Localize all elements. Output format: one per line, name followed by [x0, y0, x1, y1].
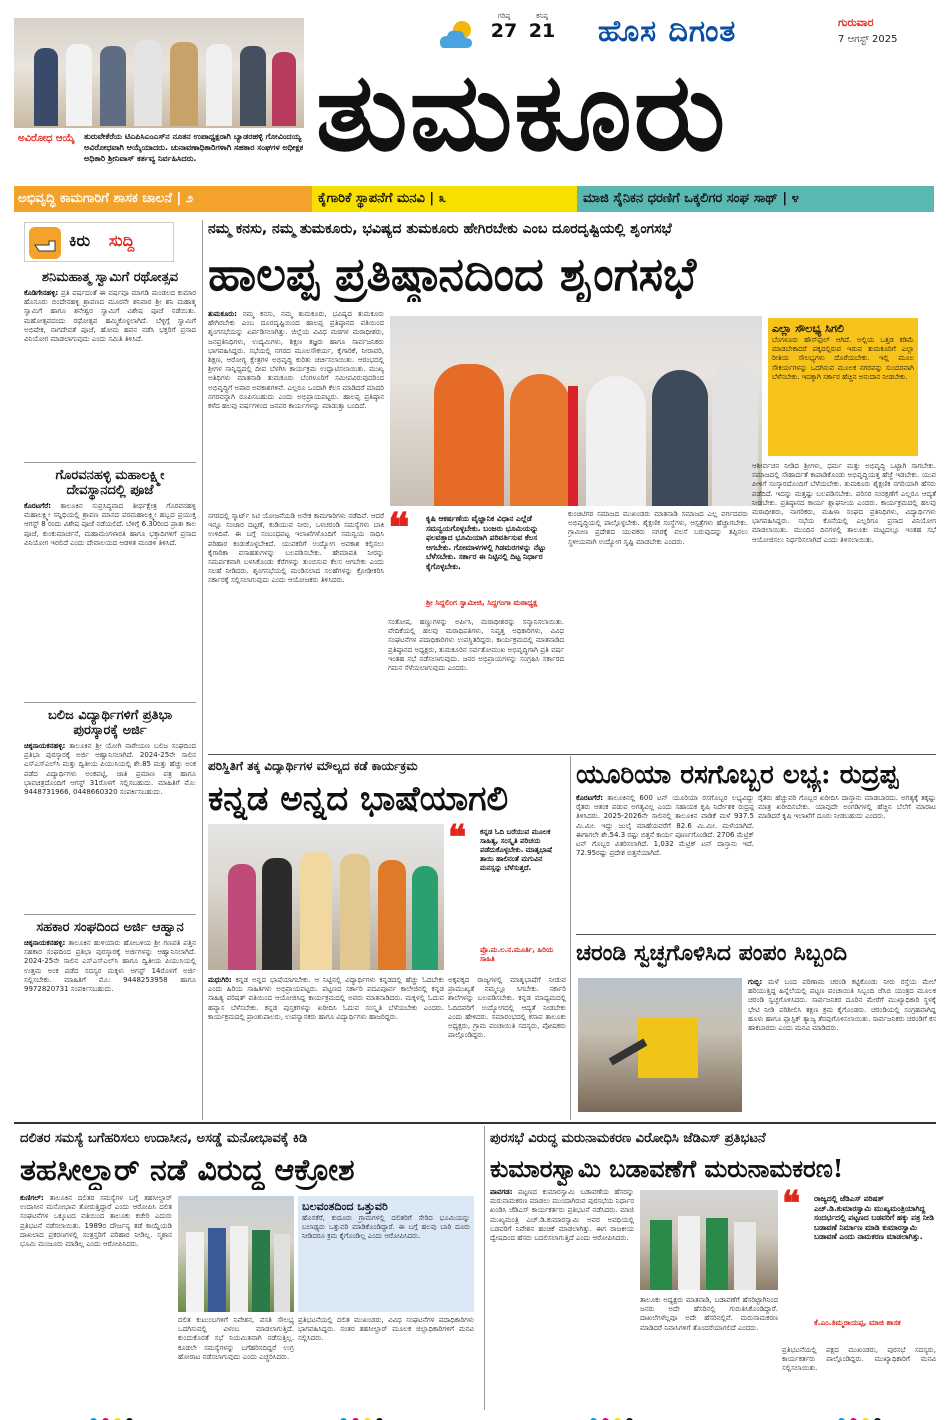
tahsildar-body-2: ದಲಿತ ಕುಟುಂಬಗಳಿಗೆ ನಿವೇಶನ, ವಸತಿ ಸೌಲಭ್ಯ ಒದಗಿಸುವಲ್ಲಿ ವಿಳಂಬ ಮಾಡಲಾಗುತ್ತಿದೆ. ಕುಂದುಕೊರತೆ ಸಭೆ ನಿಯಮಿತವಾಗಿ ನಡೆಸುತ್ತಿಲ್ಲ. ಕೂಡಲೇ ಸಮಸ್ಯೆಗಳನ್ನು ಬಗೆಹರಿಸದಿದ್ದರೆ ಉಗ್ರ ಹೋರಾಟ ನಡೆಸಲಾಗುವುದು ಎಂದು ಎಚ್ಚರಿಸಿದರು. [178, 1316, 294, 1361]
quote-icon-3: ❝ [782, 1184, 801, 1224]
ticker-item-3[interactable]: ಮಾಜಿ ಸೈನಿಕನ ಧರಣಿಗೆ ಒಕ್ಕಲಿಗರ ಸಂಘ ಸಾಥ್ | ೪ [577, 186, 934, 212]
lead-side-box [768, 318, 918, 456]
tahsildar-body: ಕುಣಿಗಲ್: ತಾಲೂಕಿನ ದಲಿತರ ಸಮಸ್ಯೆಗಳ ಬಗ್ಗೆ ತಹಸೀಲ್ದಾರ್ ಉದಾಸೀನ ಮನೋಭಾವ ತೋರುತ್ತಿದ್ದಾರೆ ಎಂದು ಆರೋಪಿಸಿ ದಲಿತ ಸಂಘಟನೆಗಳ ಒಕ್ಕೂಟದ ವತಿಯಿಂದ ತಾಲೂಕು ಕಚೇರಿ ಎದುರು ಪ್ರತಿಭಟನೆ ನಡೆಸಲಾಯಿತು. 1989ರ ದೌರ್ಜನ್ಯ ತಡೆ ಕಾಯ್ದೆಯಡಿ ದಾಖಲಾದ ಪ್ರಕರಣಗಳಲ್ಲಿ ಸಂತ್ರಸ್ತರಿಗೆ ಪರಿಹಾರ ನೀಡಿಲ್ಲ. ಸ್ಮಶಾನ ಭೂಮಿ ಮಂಜೂರು ಮಾಡಿಲ್ಲ ಎಂದು ಆರೋಪಿಸಿದರು. [20, 1194, 172, 1249]
tahsildar-box [298, 1196, 474, 1312]
top-brief-photo [14, 18, 304, 128]
kumaraswamy-body: ಪಾವಗಡ: ಪಟ್ಟಣದ ಕುಮಾರಸ್ವಾಮಿ ಬಡಾವಣೆಯ ಹೆಸರನ್ನು ಮರುನಾಮಕರಣ ಮಾಡಲು ಮುಂದಾಗಿರುವ ಪುರಸಭೆಯ ನಿರ್ಧಾರ ಖಂಡಿಸಿ ಜೆಡಿಎಸ್ ಕಾರ್ಯಕರ್ತರು ಪ್ರತಿಭಟನೆ ನಡೆಸಿದರು. ಮಾಜಿ ಮುಖ್ಯಮಂತ್ರಿ ಎಚ್.ಡಿ.ಕುಮಾರಸ್ವಾಮಿ ಅವರ ಅವಧಿಯಲ್ಲಿ ಬಡವರಿಗೆ ನಿವೇಶನ ಹಂಚಿಕೆ ಮಾಡಲಾಗಿತ್ತು. ಈಗ ರಾಜಕೀಯ ದ್ವೇಷದಿಂದ ಹೆಸರು ಬದಲಿಸಲಾಗುತ್ತಿದೆ ಎಂದು ಆರೋಪಿಸಿದರು. [490, 1188, 634, 1243]
edition-title: ತುಮಕೂರು [316, 52, 728, 175]
kirusuddi-logo [24, 222, 174, 262]
lead-col-1b: ನಗರದಲ್ಲಿ ಸ್ಮಾರ್ಟ್ ಸಿಟಿ ಯೋಜನೆಯಡಿ ಅನೇಕ ಕಾಮಗಾರಿಗಳು ನಡೆದಿವೆ. ಆದರೆ ಇನ್ನೂ ಸಂಚಾರ ದಟ್ಟಣೆ, ಕುಡಿಯುವ ನೀರು, ಒಳಚರಂಡಿ ಸಮಸ್ಯೆಗಳು ಬಾಕಿ ಉಳಿದಿವೆ. ಈ ಬಗ್ಗೆ ಸಂಬಂಧಪಟ್ಟ ಇಲಾಖೆಗಳೊಂದಿಗೆ ಸಮನ್ವಯ ಸಾಧಿಸಿ ಪರಿಹಾರ ಕಂಡುಕೊಳ್ಳಬೇಕಿದೆ. ಯುವಕರಿಗೆ ಉದ್ಯೋಗ ಅವಕಾಶ ಕಲ್ಪಿಸಲು ಕೈಗಾರಿಕಾ ವಸಾಹತುಗಳನ್ನು ಬಲಪಡಿಸಬೇಕು. ಹೇಮಾವತಿ ನೀರನ್ನು ಸಮರ್ಪಕವಾಗಿ ಬಳಸಿಕೊಂಡು ಕೆರೆಗಳನ್ನು ತುಂಬಿಸುವ ಕೆಲಸ ಆಗಬೇಕು ಎಂದು ಸಲಹೆ ನೀಡಿದರು. ಶೃಂಗಸಭೆಯಲ್ಲಿ ಮಂಡಿಸಲಾದ ಸಲಹೆಗಳನ್ನು ಕ್ರೋಢೀಕರಿಸಿ ಸರ್ಕಾರಕ್ಕೆ ಸಲ್ಲಿಸಲಾಗುವುದು ಎಂದು ಆಯೋಜಕರು ತಿಳಿಸಿದರು. [208, 512, 384, 585]
lead-col-4: ಆಶೀರ್ವಚನ ನೀಡಿದ ಶ್ರೀಗಳು, ಧರ್ಮ ಮತ್ತು ಅಭಿವೃದ್ಧಿ ಒಟ್ಟಾಗಿ ಸಾಗಬೇಕು. ಸಮಾಜದಲ್ಲಿ ಸೌಹಾರ್ದತೆ ಕಾಪಾಡಿಕೊಂಡು ಅಭಿವೃದ್ಧಿಯತ್ತ ಹೆಜ್ಜೆ ಇಡಬೇಕು. ಯುವ ಪೀಳಿಗೆ ಸಂಸ್ಕಾರದೊಂದಿಗೆ ಬೆಳೆಯಬೇಕು. ತುಮಕೂರು ಶೈಕ್ಷಣಿಕ ನಗರಿಯಾಗಿ ಹೆಸರು ಪಡೆದಿದೆ. ಇದನ್ನು ಮತ್ತಷ್ಟು ಬಲಪಡಿಸಬೇಕು. ಪರಿಸರ ಸಂರಕ್ಷಣೆಗೆ ಎಲ್ಲರೂ ಆದ್ಯತೆ ನೀಡಬೇಕು. ಪ್ರತಿಷ್ಠಾನದ ಕಾರ್ಯ ಶ್ಲಾಘನೀಯ ಎಂದರು. ಕಾರ್ಯಕ್ರಮದಲ್ಲಿ ಹಲವು ಮಠಾಧೀಶರು, ನಾಗರಿಕರು, ಮಹಿಳಾ ಸಂಘದ ಪ್ರತಿನಿಧಿಗಳು, ವಿದ್ಯಾರ್ಥಿಗಳು ಭಾಗವಹಿಸಿದ್ದರು. ಸಭೆಯ ಕೊನೆಯಲ್ಲಿ ಎಲ್ಲರಿಗೂ ಪ್ರಸಾದ ವಿನಿಯೋಗ ಮಾಡಲಾಯಿತು. ಮುಂದಿನ ದಿನಗಳಲ್ಲಿ ತಾಲೂಕು ಮಟ್ಟದಲ್ಲೂ ಇಂತಹ ಸಭೆ ಆಯೋಜಿಸಲು ನಿರ್ಧರಿಸಲಾಗಿದೆ ಎಂದು ತಿಳಿಸಲಾಯಿತು. [752, 462, 936, 544]
kiru-item-2-title: ಗೊರವನಹಳ್ಳಿ ಮಹಾಲಕ್ಷ್ಮೀ ದೇವಸ್ಥಾನದಲ್ಲಿ ಪೂಜೆ [55, 468, 165, 498]
weather-min-label: ಕನಿಷ್ಠ [536, 12, 548, 20]
ticker-item-2[interactable]: ಕೈಗಾರಿಕೆ ಸ್ಥಾಪನೆಗೆ ಮನವಿ | ೩ [312, 186, 577, 212]
lead-side-title: ಎಲ್ಲಾ ಸೌಲಭ್ಯ ಸಿಗಲಿ [772, 322, 844, 335]
kannada-kicker: ಪರಿಸ್ಥಿತಿಗೆ ತಕ್ಕ ವಿದ್ಯಾರ್ಥಿಗಳ ಮೌಲ್ಯದ ಕಡೆ ಕಾರ್ಯಕ್ರಮ [208, 759, 418, 773]
kiru-item-4-body: ತಾಲೂಕಿನ ಹುಳಿಯಾರು ಹೋಬಳಿಯ ಶ್ರೀ ಗಣಪತಿ ಪತ್ತಿನ ಸಹಕಾರ ಸಂಘದಿಂದ ಪ್ರತಿಭಾ ಪುರಸ್ಕಾರಕ್ಕೆ ಅರ್ಜಿಗಳನ್ನು ಆಹ್ವಾನಿಸಲಾಗಿದೆ. 2024-25ನೇ ಸಾಲಿನ ಎಸ್‌ಎಸ್‌ಎಲ್‌ಸಿ ಹಾಗೂ ದ್ವಿತೀಯ ಪಿಯುಸಿಯಲ್ಲಿ ಉತ್ತಮ ಅಂಕ ಪಡೆದ ಸದಸ್ಯರ ಮಕ್ಕಳು ಆಗಸ್ಟ್ 14ರೊಳಗೆ ಅರ್ಜಿ ಸಲ್ಲಿಸಬೇಕು. ಮಾಹಿತಿಗೆ ಮೊ: 9448253958 ಹಾಗೂ 9972820731 ಸಂಪರ್ಕಿಸಬಹುದು. [24, 939, 196, 994]
kiru-item-3 [24, 708, 196, 902]
lead-side-body: ಬೆಂಗಳೂರು ಹೌಸ್‌ಫುಲ್ ಆಗಿದೆ. ಅಲ್ಲಿಯ ಒತ್ತಡ ಕಡಿಮೆ ಮಾಡಬೇಕಾದರೆ ಪಕ್ಕದಲ್ಲಿರುವ ಇರುವ ತುಮಕೂರಿಗೆ ಎಲ್ಲಾ ರೀತಿಯ ಸೌಲಭ್ಯಗಳು ದೊರೆಯಬೇಕು. ಇಲ್ಲಿ ಮೂಲ ಸೌಕರ್ಯಗಳನ್ನು ಒದಗಿಸುವ ಮೂಲಕ ನಗರವನ್ನು ಸುಂದರವಾಗಿ ಬೆಳೆಸಬೇಕು. ಇದಕ್ಕಾಗಿ ಸರ್ಕಾರ ಹೆಚ್ಚಿನ ಅನುದಾನ ನೀಡಬೇಕು. [772, 336, 914, 381]
lead-col-1: ತುಮಕೂರು: ನಮ್ಮ ಕನಸು, ನಮ್ಮ ತುಮಕೂರು, ಭವಿಷ್ಯದ ತುಮಕೂರು ಹೇಗಿರಬೇಕು ಎಂಬ ದೂರದೃಷ್ಟಿಯಿಂದ ಹಾಲಪ್ಪ ಪ್ರತಿಷ್ಠಾನದ ವತಿಯಿಂದ ಶೃಂಗಸಭೆಯನ್ನು ಏರ್ಪಡಿಸಲಾಗಿತ್ತು. ಜಿಲ್ಲೆಯ ವಿವಿಧ ಮಠಗಳ ಮಠಾಧೀಶರು, ಜನಪ್ರತಿನಿಧಿಗಳು, ಉದ್ಯಮಿಗಳು, ಶಿಕ್ಷಣ ತಜ್ಞರು ಹಾಗೂ ಸಾರ್ವಜನಿಕರು ಭಾಗವಹಿಸಿದ್ದರು. ಸಭೆಯಲ್ಲಿ ನಗರದ ಮೂಲಸೌಕರ್ಯ, ಕೈಗಾರಿಕೆ, ನೀರಾವರಿ, ಶಿಕ್ಷಣ, ಆರೋಗ್ಯ ಕ್ಷೇತ್ರಗಳ ಅಭಿವೃದ್ಧಿ ಕುರಿತು ಚರ್ಚಿಸಲಾಯಿತು. ಆರಂಭದಲ್ಲಿ ಶ್ರೀಗಳ ಸಾನ್ನಿಧ್ಯದಲ್ಲಿ ದೀಪ ಬೆಳಗಿಸಿ ಕಾರ್ಯಕ್ರಮ ಉದ್ಘಾಟಿಸಲಾಯಿತು. ಮುಖ್ಯ ಅತಿಥಿಗಳು ಮಾತನಾಡಿ ತುಮಕೂರು ಬೆಂಗಳೂರಿಗೆ ಸಮೀಪವಿರುವುದರಿಂದ ಅಭಿವೃದ್ಧಿಗೆ ಅಪಾರ ಅವಕಾಶಗಳಿವೆ. ಎಲ್ಲರೂ ಒಂದಾಗಿ ಕೆಲಸ ಮಾಡಿದರೆ ಮಾದರಿ ನಗರವನ್ನಾಗಿ ರೂಪಿಸಬಹುದು ಎಂದು ಅಭಿಪ್ರಾಯಪಟ್ಟರು. ಹಾಲಪ್ಪ ಪ್ರತಿಷ್ಠಾನ ಕಳೆದ ಹಲವು ವರ್ಷಗಳಿಂದ ಜನಪರ ಕಾರ್ಯಗಳನ್ನು ಮಾಡುತ್ತಾ ಬಂದಿದೆ. [208, 310, 384, 411]
kiru-item-1-body: ಪ್ರತಿ ವರ್ಷದಂತೆ ಈ ವರ್ಷವೂ ಮಾಗಡಿ ಮಂಡಲದ ಕುಮಾರ ಹೊಸೂರು ಬಿಂದೇನಹಳ್ಳಿ ಶ್ರಾವಣದ ಮೂರನೇ ಶನಿವಾರ ಶ್ರೀ ಶನಿ ಮಹಾತ್ಮ ಸ್ವಾಮಿಗೆ ಹಾಗೂ ಶನೇಶ್ವರ ಸ್ವಾಮಿಗೆ ವಿಶೇಷ ಪೂಜೆ ನಡೆಯಿತು. ಮಹೋತ್ಸವದಂದು ರಥೋತ್ಸವ ಹಮ್ಮಿಕೊಳ್ಳಲಾಗಿದೆ. ಬೆಳ್ಳಿಗ್ಗೆ ಸ್ವಾಮಿಗೆ ಅಭಿಷೇಕ, ನಾಗದೇವತೆ ಪೂಜೆ, ಹೋಮ ಹವನ ನಡೆಸಿ ಭಕ್ತರಿಗೆ ಪ್ರಸಾದ ವಿನಿಯೋಗ ಮಾಡಲಾಗುವುದು ಎಂದು ಸಮಿತಿ ತಿಳಿಸಿದೆ. [24, 289, 196, 344]
quote-icon-2: ❝ [448, 818, 467, 858]
charandi-headline: ಚರಂಡಿ ಸ್ವಚ್ಛಗೊಳಿಸಿದ ಪಂಪಂ ಸಿಬ್ಬಂದಿ [576, 940, 848, 966]
kiru-item-2-dateline: ಕೊರಟಗೆರೆ: [24, 502, 52, 510]
weather-min: 21 [528, 20, 556, 42]
lead-quote-text: ಕೃಷಿ ಆಕರ್ಷಣೆಯ ವೈಜ್ಞಾನಿಕ ವಿಧಾನ ಎಲ್ಲೆಡೆ ಸಮನ್ವಯಗೊಳ್ಳಬೇಕು. ಬಂಜರು ಭೂಮಿಯನ್ನು ಫಲವತ್ತಾದ ಭೂಮಿಯಾಗಿ ಪರಿವರ್ತಿಸುವ ಕೆಲಸ ಆಗಬೇಕು. ಗೋಮಾಳಗಳಲ್ಲಿ ಗಿಡಮರಗಳನ್ನು ನೆಟ್ಟು ಬೆಳೆಸಬೇಕು. ಸರ್ಕಾರ ಈ ನಿಟ್ಟಿನಲ್ಲಿ ದಿಟ್ಟ ನಿರ್ಧಾರ ಕೈಗೊಳ್ಳಬೇಕು. [426, 514, 546, 571]
kannada-body-2: ಅಕ್ಕಪಕ್ಕದ ರಾಜ್ಯಗಳಲ್ಲಿ ಮಾತೃಭಾಷೆಗೆ ನೀಡುವ ಪ್ರಾಮುಖ್ಯತೆ ನಮ್ಮಲ್ಲೂ ಸಿಗಬೇಕು. ಸರ್ಕಾರಿ ಶಾಲೆಗಳನ್ನು ಬಲಪಡಿಸಬೇಕು. ಕನ್ನಡ ಮಾಧ್ಯಮದಲ್ಲಿ ಓದಿದವರಿಗೆ ಉದ್ಯೋಗದಲ್ಲಿ ಆದ್ಯತೆ ನೀಡಬೇಕು ಎಂದು ಹೇಳಿದರು. ಸಮಾರಂಭದಲ್ಲಿ ಕಸಾಪ ತಾಲೂಕು ಅಧ್ಯಕ್ಷರು, ಗ್ರಾಮ ಪಂಚಾಯಿತಿ ಸದಸ್ಯರು, ಪೋಷಕರು ಪಾಲ್ಗೊಂಡಿದ್ದರು. [448, 976, 566, 1040]
kumaraswamy-kicker: ಪುರಸಭೆ ವಿರುದ್ಧ ಮರುನಾಮಕರಣ ವಿರೋಧಿಸಿ ಜೆಡಿಎಸ್ ಪ್ರತಿಭಟನೆ [490, 1131, 766, 1146]
kumaraswamy-quote-text: ರಾಜ್ಯದಲ್ಲಿ ಜೆಡಿಎಸ್ ಪರಿಷತ್ ಎಚ್.ಡಿ.ಕುಮಾರಸ್ವಾಮಿ ಮುಖ್ಯಮಂತ್ರಿಯಾಗಿದ್ದ ಸಂದರ್ಭದಲ್ಲಿ ಪಟ್ಟಣದ ಬಡವರಿಗೆ ಹಕ್ಕು ಪತ್ರ ನೀಡಿ ಬಡಾವಣೆ ನಿರ್ಮಾಣ ಮಾಡಿ ಕುಮಾರಸ್ವಾಮಿ ಬಡಾವಣೆ ಎಂದು ನಾಮಕರಣ ಮಾಡಲಾಗಿತ್ತು. [814, 1194, 934, 1241]
date: 7 ಆಗಸ್ಟ್ 2025 [838, 34, 898, 45]
tahsildar-headline: ತಹಸೀಲ್ದಾರ್ ನಡೆ ವಿರುದ್ಧ ಆಕ್ರೋಶ [20, 1153, 355, 1188]
urea-body-2: ರೈತರು ಹೆಚ್ಚುವರಿ ಗೊಬ್ಬರ ಖರೀದಿಸಿ ದಾಸ್ತಾನು ಮಾಡಬಾರದು. ಅಗತ್ಯಕ್ಕೆ ತಕ್ಕಷ್ಟು ಮಾತ್ರ ಖರೀದಿಸಬೇಕು. ಯಾವುದೇ ಅಂಗಡಿಗಳಲ್ಲಿ ಹೆಚ್ಚಿನ ಬೆಲೆಗೆ ಮಾರಾಟ ಮಾಡಿದರೆ ಕೃಷಿ ಇಲಾಖೆಗೆ ದೂರು ನೀಡಬಹುದು ಎಂದರು. [758, 794, 936, 821]
kiru-item-1 [24, 270, 196, 427]
tahsildar-kicker: ದಲಿತರ ಸಮಸ್ಯೆ ಬಗೆಹರಿಸಲು ಉದಾಸೀನ, ಅಸಡ್ಡೆ ಮನೋಭಾವಕ್ಕೆ ಕಿಡಿ [20, 1131, 308, 1146]
day: ಗುರುವಾರ [838, 16, 874, 29]
lead-kicker: ನಮ್ಮ ಕನಸು, ನಮ್ಮ ತುಮಕೂರು, ಭವಿಷ್ಯದ ತುಮಕೂರು ಹೇಗಿರಬೇಕು ಎಂಬ ದೂರದೃಷ್ಟಿಯಲ್ಲಿ ಶೃಂಗಸಭೆ [208, 221, 672, 237]
urea-headline: ಯೂರಿಯಾ ರಸಗೊಬ್ಬರ ಲಭ್ಯ: ರುದ್ರಪ್ಪ [576, 760, 899, 790]
print-registration-marks-3 [590, 1410, 638, 1418]
kiru-item-3-title: ಬಲಿಜ ವಿದ್ಯಾರ್ಥಿಗಳಿಗೆ ಪ್ರತಿಭಾ ಪುರಸ್ಕಾರಕ್ಕೆ ಅರ್ಜಿ [47, 708, 173, 738]
kiru-item-3-dateline: ಚಿಕ್ಕನಾಯಕನಹಳ್ಳಿ: [24, 742, 66, 750]
kannada-quote-author: ಪ್ರೊ.ಮ.ಲ.ನ.ಮೂರ್ತಿ, ಹಿರಿಯ ಸಾಹಿತಿ [480, 946, 554, 963]
weather-max-label: ಗರಿಷ್ಠ [497, 12, 511, 20]
lead-col-3: ಕುಂಚಿಟಿಗರ ಸಮಾಜದ ಮುಖಂಡರು ಮಾತನಾಡಿ ಸಮಾಜದ ಎಲ್ಲ ವರ್ಗದವರು ಅಭಿವೃದ್ಧಿಯಲ್ಲಿ ಪಾಲ್ಗೊಳ್ಳಬೇಕು. ಶೈಕ್ಷಣಿಕ ಸಂಸ್ಥೆಗಳು, ಆಸ್ಪತ್ರೆಗಳು ಹೆಚ್ಚಾಗಬೇಕು. ಗ್ರಾಮೀಣ ಪ್ರದೇಶದ ಯುವಕರು ನಗರಕ್ಕೆ ವಲಸೆ ಬರುವುದನ್ನು ತಪ್ಪಿಸಲು ಸ್ಥಳೀಯವಾಗಿ ಉದ್ಯೋಗ ಸೃಷ್ಟಿ ಮಾಡಬೇಕು ಎಂದರು. [568, 510, 748, 546]
kiru-item-2 [24, 468, 196, 712]
lead-col-2: ಸಂತೋಷ, ಹಣ್ಣುಗಳನ್ನು ಅರ್ಪಿಸಿ, ಮಠಾಧೀಶರನ್ನು ಸನ್ಮಾನಿಸಲಾಯಿತು. ವೇದಿಕೆಯಲ್ಲಿ ಹಲವು ಮಠಾಧಿಪತಿಗಳು, ನಿವೃತ್ತ ಅಧಿಕಾರಿಗಳು, ವಿವಿಧ ಸಂಘಟನೆಗಳ ಪದಾಧಿಕಾರಿಗಳು ಉಪಸ್ಥಿತರಿದ್ದರು. ಕಾರ್ಯಕ್ರಮದಲ್ಲಿ ಮಾತನಾಡಿದ ಪ್ರತಿಷ್ಠಾನದ ಅಧ್ಯಕ್ಷರು, ತುಮಕೂರಿನ ಸರ್ವತೋಮುಖ ಅಭಿವೃದ್ಧಿಗಾಗಿ ಪ್ರತಿ ವರ್ಷ ಇಂತಹ ಸಭೆ ನಡೆಸಲಾಗುವುದು. ಜನರ ಅಭಿಪ್ರಾಯಗಳನ್ನು ಸಂಗ್ರಹಿಸಿ ಸರ್ಕಾರದ ಗಮನ ಸೆಳೆಯಲಾಗುವುದು ಎಂದರು. [388, 618, 564, 673]
tahsildar-body-3: ಪ್ರತಿಭಟನೆಯಲ್ಲಿ ದಲಿತ ಮುಖಂಡರು, ವಿವಿಧ ಸಂಘಟನೆಗಳ ಪದಾಧಿಕಾರಿಗಳು ಭಾಗವಹಿಸಿದ್ದರು. ನಂತರ ತಹಸೀಲ್ದಾರ್ ಮೂಲಕ ಜಿಲ್ಲಾಧಿಕಾರಿಗಳಿಗೆ ಮನವಿ ಸಲ್ಲಿಸಿದರು. [298, 1316, 474, 1343]
kumaraswamy-photo [640, 1190, 778, 1290]
charandi-body: ಗುಬ್ಬಿ: ಮಳೆ ಬಂದ ಪರಿಣಾಮ ಚರಂಡಿ ಕಟ್ಟಿಕೊಂಡು ನೀರು ರಸ್ತೆಯ ಮೇಲೆ ಹರಿಯುತ್ತಿದ್ದ ಹಿನ್ನೆಲೆಯಲ್ಲಿ ಪಟ್ಟಣ ಪಂಚಾಯಿತಿ ಸಿಬ್ಬಂದಿ ಜೆಸಿಬಿ ಯಂತ್ರದ ಮೂಲಕ ಚರಂಡಿ ಸ್ವಚ್ಛಗೊಳಿಸಿದರು. ಸಾರ್ವಜನಿಕರ ದೂರಿನ ಮೇರೆಗೆ ಮುಖ್ಯಾಧಿಕಾರಿ ಸ್ಥಳಕ್ಕೆ ಭೇಟಿ ನೀಡಿ ಪರಿಶೀಲಿಸಿ ತಕ್ಷಣ ಕ್ರಮ ಕೈಗೊಂಡರು. ಚರಂಡಿಯಲ್ಲಿ ಸಂಗ್ರಹವಾಗಿದ್ದ ಹೂಳು ಹಾಗೂ ಪ್ಲಾಸ್ಟಿಕ್ ತ್ಯಾಜ್ಯ ತೆರವುಗೊಳಿಸಲಾಯಿತು. ಸಾರ್ವಜನಿಕರು ಚರಂಡಿಗೆ ಕಸ ಹಾಕಬಾರದು ಎಂದು ಮನವಿ ಮಾಡಿದರು. [748, 978, 936, 1033]
urea-body: ಕೊರಟಗೆರೆ: ತಾಲೂಕಿನಲ್ಲಿ 600 ಟನ್ ಯೂರಿಯಾ ರಸಗೊಬ್ಬರ ಲಭ್ಯವಿದ್ದು ರೈತರು ಆತಂಕ ಪಡುವ ಅಗತ್ಯವಿಲ್ಲ ಎಂದು ಸಹಾಯಕ ಕೃಷಿ ನಿರ್ದೇಶಕ ರುದ್ರಪ್ಪ ತಿಳಿಸಿದರು. 2025-2026ನೇ ಸಾಲಿನಲ್ಲಿ ತಾಲೂಕಿನ ವಾಡಿಕೆ ಮಳೆ 937.5 ಮಿ.ಮೀ. ಇದ್ದು ಜುಲೈ ಮಾಹೆಯವರೆಗೆ 82.6 ಮಿ.ಮೀ. ಮಳೆಯಾಗಿದೆ. ಈಗಾಗಲೇ ಶೇ.54.3 ರಷ್ಟು ಬಿತ್ತನೆ ಕಾರ್ಯ ಪೂರ್ಣಗೊಂಡಿದೆ. 2706 ಮೆಟ್ರಿಕ್ ಟನ್ ಗೊಬ್ಬರ ವಿತರಿಸಲಾಗಿದೆ. 1,032 ಮೆಟ್ರಿಕ್ ಟನ್ ದಾಸ್ತಾನು ಇದೆ. 72.95ರಷ್ಟು ಪ್ರದೇಶ ಬಿತ್ತನೆಯಾಗಿದೆ. [576, 794, 754, 858]
kiru-item-1-dateline: ಕೊಡಿಗೇನಹಳ್ಳಿ: [24, 289, 59, 297]
top-brief-text: ತುರುವೇಕೆರೆಯ ಟಿಎಪಿಸಿಎಂಎಸ್‌ನ ನೂತನ ಉಪಾಧ್ಯಕ್ಷರಾಗಿ ಬ್ಯಾಡರಹಳ್ಳಿ ಗೋವಿಂದಯ್ಯ ಅವಿರೋಧವಾಗಿ ಆಯ್ಕೆಯಾದರು. ಚುನಾವಣಾಧಿಕಾರಿಗಳಾಗಿ ಸಹಕಾರ ಸಂಘಗಳ ಅಧೀಕ್ಷಕ ಅಧಿಕಾರಿ ಶ್ರೀನಿವಾಸ್ ಕರ್ತವ್ಯ ನಿರ್ವಹಿಸಿದರು. [84, 132, 304, 163]
quote-icon: ❝ [388, 504, 410, 551]
kannada-body: ಮಧುಗಿರಿ: ಕನ್ನಡ ಅನ್ನದ ಭಾಷೆಯಾಗಬೇಕು. ಆ ನಿಟ್ಟಿನಲ್ಲಿ ವಿದ್ಯಾರ್ಥಿಗಳು ಕನ್ನಡದಲ್ಲಿ ಹೆಚ್ಚು ಓದಬೇಕು ಎಂದು ಹಿರಿಯ ಸಾಹಿತಿಗಳು ಅಭಿಪ್ರಾಯಪಟ್ಟರು. ಪಟ್ಟಣದ ಸರ್ಕಾರಿ ಪದವಿಪೂರ್ವ ಕಾಲೇಜಿನಲ್ಲಿ ಕನ್ನಡ ಸಾಹಿತ್ಯ ಪರಿಷತ್ ವತಿಯಿಂದ ಆಯೋಜಿಸಿದ್ದ ಕಾರ್ಯಕ್ರಮದಲ್ಲಿ ಅವರು ಮಾತನಾಡಿದರು. ಮಕ್ಕಳಲ್ಲಿ ಓದುವ ಹವ್ಯಾಸ ಬೆಳೆಸಬೇಕು. ಕನ್ನಡ ಪುಸ್ತಕಗಳನ್ನು ಖರೀದಿಸಿ ಓದುವ ಸಂಸ್ಕೃತಿ ಬೆಳೆಯಬೇಕು ಎಂದರು. ಕಾರ್ಯಕ್ರಮದಲ್ಲಿ ಪ್ರಾಂಶುಪಾಲರು, ಉಪನ್ಯಾಸಕರು ಹಾಗೂ ವಿದ್ಯಾರ್ಥಿಗಳು ಹಾಜರಿದ್ದರು. [208, 976, 444, 1021]
kirusuddi-label-a: ಕಿರು [69, 231, 91, 250]
kiru-item-1-title: ಶನಿಮಹಾತ್ಮ ಸ್ವಾಮಿಗೆ ರಥೋತ್ಸವ [41, 270, 179, 285]
lead-photo [390, 316, 762, 506]
kumaraswamy-headline: ಕುಮಾರಸ್ವಾಮಿ ಬಡಾವಣೆಗೆ ಮರುನಾಮಕರಣ! [490, 1154, 844, 1183]
ticker-item-1[interactable]: ಅಭಿವೃದ್ಧಿ ಕಾಮಗಾರಿಗೆ ಶಾಸಕ ಚಾಲನೆ | ೨ [18, 191, 194, 206]
kirusuddi-label-b: ಸುದ್ದಿ [109, 231, 135, 250]
top-brief-label: ಅವಿರೋಧ ಆಯ್ಕೆ [18, 133, 75, 144]
kumaraswamy-body-3: ಪ್ರತಿಭಟನೆಯಲ್ಲಿ ಪಕ್ಷದ ಮುಖಂಡರು, ಪುರಸಭೆ ಸದಸ್ಯರು, ಕಾರ್ಯಕರ್ತರು ಪಾಲ್ಗೊಂಡಿದ್ದರು. ಮುಖ್ಯಾಧಿಕಾರಿಗೆ ಮನವಿ ಸಲ್ಲಿಸಲಾಯಿತು. [782, 1346, 936, 1373]
kumaraswamy-body-2: ತಾಲೂಕು ಅಧ್ಯಕ್ಷರು ಮಾತನಾಡಿ, ಬಡಾವಣೆಗೆ ಹೆಸರಿಟ್ಟಾಗಿನಿಂದ ಜನರು ಅದೇ ಹೆಸರಿನಲ್ಲಿ ಗುರುತಿಸಿಕೊಂಡಿದ್ದಾರೆ. ದಾಖಲೆಗಳೆಲ್ಲವೂ ಅದೇ ಹೆಸರಿನಲ್ಲಿವೆ. ಮರುನಾಮಕರಣ ಮಾಡಿದರೆ ನಿವಾಸಿಗಳಿಗೆ ತೊಂದರೆಯಾಗಲಿದೆ ಎಂದರು. [640, 1296, 778, 1332]
charandi-photo [578, 978, 742, 1112]
kiru-item-4-title: ಸಹಕಾರ ಸಂಘದಿಂದ ಅರ್ಜಿ ಆಹ್ವಾನ [36, 920, 184, 935]
kannada-quote-box [448, 818, 566, 970]
tahsildar-photo [178, 1196, 294, 1312]
tahsildar-box-body: ಹೊಸಕೆರೆ, ಕುದೂರು ಗ್ರಾಮಗಳಲ್ಲಿ ದಲಿತರಿಗೆ ಸೇರಿದ ಭೂಮಿಯನ್ನು ಬಲಾಢ್ಯರು ಒತ್ತುವರಿ ಮಾಡಿಕೊಂಡಿದ್ದಾರೆ. ಈ ಬಗ್ಗೆ ಹಲವು ಬಾರಿ ದೂರು ನೀಡಿದರೂ ಕ್ರಮ ಕೈಗೊಂಡಿಲ್ಲ ಎಂದು ಆರೋಪಿಸಿದರು. [302, 1214, 470, 1241]
print-registration-marks-4 [838, 1410, 886, 1418]
kumaraswamy-quote-box [782, 1184, 936, 1340]
kiru-item-4 [24, 920, 196, 1097]
kannada-quote-text: ಕನ್ನಡ ಓದಿ ಬರೆಯುವ ಮೂಲಕ ಸಾಹಿತ್ಯ, ಸಂಸ್ಕೃತಿ ಪರಿಚಯ ಪಡೆದುಕೊಳ್ಳಬೇಕು. ಮಾತೃಭಾಷೆ ತಾಯಿ ಹಾಲಿನಂತೆ ಮಗುವಿನ ಮನಸ್ಸನ್ನು ಬೆಳೆಸುತ್ತದೆ. [480, 828, 553, 872]
print-registration-marks [90, 1410, 138, 1418]
lead-quote-author: ಶ್ರೀ ಸಿದ್ದಲಿಂಗ ಸ್ವಾಮೀಜಿ, ಸಿದ್ದಗಂಗಾ ಮಠಾಧ್ಯಕ್ಷ [426, 598, 538, 607]
weather-sun-cloud-icon [436, 16, 480, 52]
kiru-item-3-body: ತಾಲೂಕಿನ ಶ್ರೀ ಯೋಗಿ ನಾರೇಯಣ ಬಲಿಜ ಸಂಘದಿಂದ ಪ್ರತಿಭಾ ಪುರಸ್ಕಾರಕ್ಕೆ ಅರ್ಜಿ ಆಹ್ವಾನಿಸಲಾಗಿದೆ. 2024-25ನೇ ಸಾಲಿನ ಎಸ್‌ಎಸ್‌ಎಲ್‌ಸಿ ಮತ್ತು ದ್ವಿತೀಯ ಪಿಯುಸಿಯಲ್ಲಿ ಶೇ.85 ಮತ್ತು ಹೆಚ್ಚು ಅಂಕ ಪಡೆದ ವಿದ್ಯಾರ್ಥಿಗಳು ಅಂಕಪಟ್ಟಿ, ಜಾತಿ ಪ್ರಮಾಣ ಪತ್ರ ಹಾಗೂ ಭಾವಚಿತ್ರದೊಂದಿಗೆ ಆಗಸ್ಟ್ 31ರೊಳಗೆ ಸಲ್ಲಿಸಬಹುದು. ಮಾಹಿತಿಗೆ ಮೊ: 9448731966, 0448660320 ಸಂಪರ್ಕಿಸಬಹುದು. [24, 742, 196, 797]
kannada-photo [208, 824, 444, 970]
lead-quote-box [388, 504, 560, 614]
kannada-headline: ಕನ್ನಡ ಅನ್ನದ ಭಾಷೆಯಾಗಲಿ [208, 779, 509, 819]
print-registration-marks-2 [340, 1410, 388, 1418]
kumaraswamy-quote-author: ಕೆ.ಎಂ.ತಿಮ್ಮರಾಯಪ್ಪ, ಮಾಜಿ ಶಾಸಕ [814, 1318, 901, 1327]
lead-headline: ಹಾಲಪ್ಪ ಪ್ರತಿಷ್ಠಾನದಿಂದ ಶೃಂಗಸಭೆ [208, 247, 697, 301]
kiru-item-2-body: ತಾಲೂಕಿನ ಸುಪ್ರಸಿದ್ಧವಾದ ತೀರ್ಥಕ್ಷೇತ್ರ ಗೊರವನಹಳ್ಳಿ ಮಹಾಲಕ್ಷ್ಮೀ ಸನ್ನಿಧಿಯಲ್ಲಿ ಶ್ರಾವಣ ಮಾಸದ ವರಮಹಾಲಕ್ಷ್ಮೀ ಹಬ್ಬದ ಪ್ರಯುಕ್ತ ಆಗಸ್ಟ್ 8 ರಂದು ವಿಶೇಷ ಪೂಜೆ ನಡೆಯಲಿದೆ. ಬೆಳಿಗ್ಗೆ 6.30ರಿಂದ ಪ್ರಾತಃ ಕಾಲ ಪೂಜೆ, ಕುಂಕುಮಾರ್ಚನೆ, ಮಹಾಮಂಗಳಾರತಿ ಹಾಗೂ ಭಕ್ತಾದಿಗಳಿಗೆ ಪ್ರಸಾದ ವಿನಿಯೋಗ ಇರಲಿದೆ ಎಂದು ದೇವಾಲಯದ ಆಡಳಿತ ಮಂಡಳಿ ತಿಳಿಸಿದೆ. [24, 502, 196, 547]
pointing-hand-icon [29, 227, 61, 259]
weather-max: 27 [490, 20, 518, 42]
paper-name: ಹೊಸ ದಿಗಂತ [598, 14, 737, 49]
kiru-item-4-dateline: ಚಿಕ್ಕನಾಯಕನಹಳ್ಳಿ: [24, 939, 66, 947]
tahsildar-box-title: ಬಲವಂತದಿಂದ ಒತ್ತುವರಿ [302, 1200, 388, 1213]
